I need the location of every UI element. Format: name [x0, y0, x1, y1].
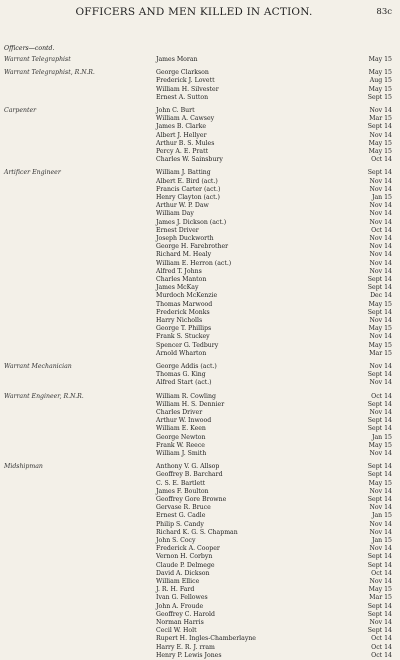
person-name: Arnold Wharton	[156, 349, 207, 357]
death-date: Sept 14	[367, 284, 392, 292]
list-item	[0, 169, 400, 177]
list-item	[0, 562, 400, 570]
death-date: Nov 14	[369, 545, 392, 553]
list-item	[0, 379, 400, 387]
death-date: Oct 14	[371, 226, 392, 234]
list-item	[0, 202, 400, 210]
person-name: David A. Dickson	[156, 569, 210, 577]
death-date: Sept 14	[367, 425, 392, 433]
person-name: Frank W. Reece	[156, 441, 205, 449]
list-item	[0, 107, 400, 115]
person-name: George Newton	[156, 433, 206, 441]
death-date: May 15	[368, 56, 392, 63]
death-date: Sept 14	[367, 463, 392, 471]
person-name: Thomas G. King	[156, 371, 206, 379]
page-number: 83c	[376, 7, 392, 17]
person-name: Ivan G. Fellowes	[156, 594, 208, 602]
death-date: Nov 14	[369, 210, 392, 218]
person-name: Charles Driver	[156, 408, 203, 416]
person-name: Vernon H. Corbyn	[156, 553, 213, 561]
list-item	[0, 276, 400, 284]
death-date: Jan 15	[372, 536, 392, 544]
section-label: Officers—contd.	[4, 45, 55, 52]
person-name: Frederick J. Lovett	[156, 77, 215, 85]
death-date: Nov 14	[369, 234, 392, 242]
rank-label: Warrant Engineer, R.N.R.	[4, 392, 84, 400]
list-item	[0, 194, 400, 202]
person-name: Frederick Monks	[156, 308, 210, 316]
person-name: Charles W. Sainsbury	[156, 156, 223, 164]
person-name: Murdoch McKenzie	[156, 292, 218, 300]
person-name: Joseph Duckworth	[156, 234, 214, 242]
person-name: Gervase R. Bruce	[156, 504, 211, 512]
list-item	[0, 480, 400, 488]
list-item	[0, 235, 400, 243]
death-date: Mar 15	[369, 594, 392, 602]
death-date: Jan 15	[372, 193, 392, 201]
list-item	[0, 611, 400, 619]
person-name: Claude P. Delmege	[156, 561, 215, 569]
person-name: William H. Silvester	[156, 85, 219, 93]
death-date: Oct 14	[371, 643, 392, 651]
death-date: Oct 14	[371, 635, 392, 643]
list-item	[0, 627, 400, 635]
list-item	[0, 409, 400, 417]
person-name: William Ellice	[156, 577, 200, 585]
death-date: Nov 14	[369, 259, 392, 267]
list-item	[0, 284, 400, 292]
person-name: George T. Phillips	[156, 325, 212, 333]
death-date: Jan 15	[372, 433, 392, 441]
death-date: Nov 14	[369, 487, 392, 495]
person-name: James McKay	[156, 284, 199, 292]
death-date: Nov 14	[369, 504, 392, 512]
person-name: William A. Cawsey	[156, 115, 215, 123]
person-name: Ernest Driver	[156, 226, 199, 234]
person-name: Ernest A. Sutton	[156, 93, 209, 101]
death-date: Mar 15	[369, 115, 392, 123]
death-date: Nov 14	[369, 185, 392, 193]
person-name: Anthony V. G. Allsop	[156, 463, 220, 471]
list-item	[0, 496, 400, 504]
person-name: William J. Batting	[156, 169, 211, 177]
rank-label: Artificer Engineer	[4, 169, 61, 177]
person-name: George Clarkson	[156, 69, 209, 77]
person-name: William H. S. Dennier	[156, 400, 225, 408]
list-item	[0, 156, 400, 164]
death-date: Nov 14	[369, 218, 392, 226]
death-date: Sept 14	[367, 169, 392, 177]
person-name: John A. Froude	[156, 602, 204, 610]
person-name: Albert E. Bird (act.)	[156, 177, 218, 185]
person-name: William E. Herron (act.)	[156, 259, 232, 267]
death-date: Sept 14	[367, 561, 392, 569]
list-item	[0, 292, 400, 300]
person-name: J. R. H. Fard	[156, 586, 195, 594]
rank-label: Warrant Telegraphist	[4, 56, 71, 63]
death-date: Sept 14	[367, 123, 392, 131]
person-name: Charles Manton	[156, 275, 207, 283]
death-date: Nov 14	[369, 363, 392, 370]
person-name: C. S. E. Bartlett	[156, 479, 206, 487]
list-item	[0, 553, 400, 561]
rank-label: Warrant Telegraphist, R.N.R.	[4, 69, 95, 77]
person-name: Alfred Start (act.)	[156, 379, 212, 387]
list-item	[0, 350, 400, 358]
death-date: Nov 14	[369, 267, 392, 275]
list-item	[0, 243, 400, 251]
death-date: Nov 14	[369, 333, 392, 341]
death-date: Oct 14	[371, 392, 392, 400]
person-name: Frank S. Stuckey	[156, 333, 210, 341]
death-date: Nov 14	[369, 577, 392, 585]
list-item	[0, 268, 400, 276]
list-item	[0, 504, 400, 512]
list-item	[0, 77, 400, 85]
list-item	[0, 463, 400, 471]
person-name: William R. Cowling	[156, 392, 216, 400]
death-date: Sept 14	[367, 495, 392, 503]
rank-label: Carpenter	[4, 107, 37, 114]
death-date: Nov 14	[369, 449, 392, 457]
death-date: Sept 14	[367, 610, 392, 618]
death-date: Nov 14	[369, 528, 392, 536]
death-date: Nov 14	[369, 379, 392, 387]
list-item	[0, 619, 400, 627]
death-date: May 15	[368, 139, 392, 147]
death-date: Sept 14	[367, 400, 392, 408]
person-name: Harry E. R. J. rram	[156, 643, 215, 651]
page-header	[0, 6, 400, 24]
death-date: Nov 14	[369, 243, 392, 251]
person-name: William E. Keen	[156, 425, 206, 433]
list-item	[0, 325, 400, 333]
list-item	[0, 450, 400, 458]
page-title: OFFICERS AND MEN KILLED IN ACTION.	[75, 6, 313, 18]
list-item	[0, 210, 400, 218]
person-name: William Day	[156, 210, 194, 218]
list-item	[0, 442, 400, 450]
list-item	[0, 635, 400, 643]
list-item	[0, 69, 400, 77]
person-name: James B. Clarke	[156, 123, 207, 131]
list-item	[0, 488, 400, 496]
death-date: Nov 14	[369, 520, 392, 528]
list-item	[0, 471, 400, 479]
death-date: Sept 14	[367, 308, 392, 316]
list-item	[0, 132, 400, 140]
person-name: Percy A. E. Pratt	[156, 148, 209, 155]
person-name: Alfred T. Johns	[156, 267, 202, 275]
person-name: Geoffrey B. Barchard	[156, 471, 223, 479]
death-date: Oct 14	[371, 569, 392, 577]
death-date: Sept 14	[367, 553, 392, 561]
list-item	[0, 401, 400, 409]
death-date: Nov 14	[369, 408, 392, 416]
death-date: Nov 14	[369, 107, 392, 114]
list-item	[0, 545, 400, 553]
death-date: Dec 14	[370, 292, 392, 300]
death-date: Nov 14	[369, 177, 392, 185]
death-date: Aug 15	[369, 77, 392, 85]
list-item	[0, 251, 400, 259]
person-name: James J. Dickson (act.)	[156, 218, 227, 226]
death-date: Mar 15	[369, 349, 392, 357]
person-name: Francis Carter (act.)	[156, 185, 221, 193]
list-item	[0, 578, 400, 586]
list-item	[0, 148, 400, 156]
list-item	[0, 342, 400, 350]
person-name: Norman Harris	[156, 618, 204, 626]
list-item	[0, 570, 400, 578]
death-date: Nov 14	[369, 131, 392, 139]
list-item	[0, 417, 400, 425]
death-date: May 15	[368, 341, 392, 349]
person-name: Arthur W. Inwood	[156, 417, 212, 425]
person-name: James Moran	[156, 56, 198, 63]
list-item	[0, 594, 400, 602]
rank-label: Warrant Mechanician	[4, 363, 72, 370]
list-item	[0, 301, 400, 309]
list-item	[0, 537, 400, 545]
list-item	[0, 260, 400, 268]
death-date: Jan 15	[372, 512, 392, 520]
person-name: Henry P. Lewis Jones	[156, 651, 222, 659]
list-item	[0, 586, 400, 594]
death-date: May 15	[368, 479, 392, 487]
list-item	[0, 644, 400, 652]
death-date: Nov 14	[369, 316, 392, 324]
death-date: May 15	[368, 325, 392, 333]
death-date: May 15	[368, 300, 392, 308]
person-name: John C. Burt	[156, 107, 195, 114]
list-item	[0, 652, 400, 660]
list-item	[0, 363, 400, 371]
list-item	[0, 123, 400, 131]
person-name: Spencer G. Tedbury	[156, 341, 219, 349]
person-name: Richard K. G. S. Chapman	[156, 528, 238, 536]
death-date: Sept 14	[367, 627, 392, 635]
list-item	[0, 529, 400, 537]
list-item	[0, 227, 400, 235]
death-date: Sept 14	[367, 471, 392, 479]
person-name: Rupert H. Ingles-Chamberlayne	[156, 635, 256, 643]
death-date: Nov 14	[369, 618, 392, 626]
person-name: Cecil W. Holt	[156, 627, 197, 635]
death-date: Nov 14	[369, 251, 392, 259]
list-item	[0, 434, 400, 442]
person-name: Geoffrey Gore Browne	[156, 495, 227, 503]
death-date: Sept 15	[367, 93, 392, 101]
death-date: Sept 14	[367, 417, 392, 425]
list-item	[0, 317, 400, 325]
person-name: Arthur W. P. Daw	[156, 202, 209, 210]
person-name: Ernest G. Cadle	[156, 512, 206, 520]
death-date: Sept 14	[367, 275, 392, 283]
death-date: May 15	[368, 148, 392, 155]
list-item	[0, 425, 400, 433]
list-item	[0, 309, 400, 317]
list-item	[0, 521, 400, 529]
list-item	[0, 186, 400, 194]
list-item	[0, 115, 400, 123]
person-name: Henry Clayton (act.)	[156, 193, 220, 201]
person-name: George H. Farebrother	[156, 243, 229, 251]
person-name: Frederick A. Cooper	[156, 545, 220, 553]
person-name: Albert J. Hellyer	[156, 131, 207, 139]
list-item	[0, 178, 400, 186]
person-name: Thomas Marwood	[156, 300, 213, 308]
list-item	[0, 393, 400, 401]
rank-label: Midshipman	[4, 463, 43, 471]
list-item	[0, 219, 400, 227]
person-name: William J. Smith	[156, 449, 207, 457]
list-item	[0, 94, 400, 102]
list-item	[0, 371, 400, 379]
death-date: Sept 14	[367, 371, 392, 379]
list-item	[0, 603, 400, 611]
list-item	[0, 333, 400, 341]
death-date: May 15	[368, 441, 392, 449]
person-name: Arthur B. S. Mules	[156, 139, 215, 147]
death-date: May 15	[368, 586, 392, 594]
death-date: May 15	[368, 85, 392, 93]
person-name: George Addis (act.)	[156, 363, 217, 370]
list-item	[0, 86, 400, 94]
list-item	[0, 56, 400, 64]
person-name: John S. Cocy	[156, 536, 196, 544]
person-name: James F. Boulton	[156, 487, 209, 495]
death-date: May 15	[368, 69, 392, 77]
list-item	[0, 512, 400, 520]
death-date: Nov 14	[369, 202, 392, 210]
list-item	[0, 140, 400, 148]
person-name: Geoffrey C. Harold	[156, 610, 215, 618]
death-date: Oct 14	[371, 651, 392, 659]
person-name: Philip S. Candy	[156, 520, 204, 528]
death-date: Sept 14	[367, 602, 392, 610]
person-name: Richard M. Healy	[156, 251, 212, 259]
death-date: Oct 14	[371, 156, 392, 164]
person-name: Harry Nicholls	[156, 316, 203, 324]
